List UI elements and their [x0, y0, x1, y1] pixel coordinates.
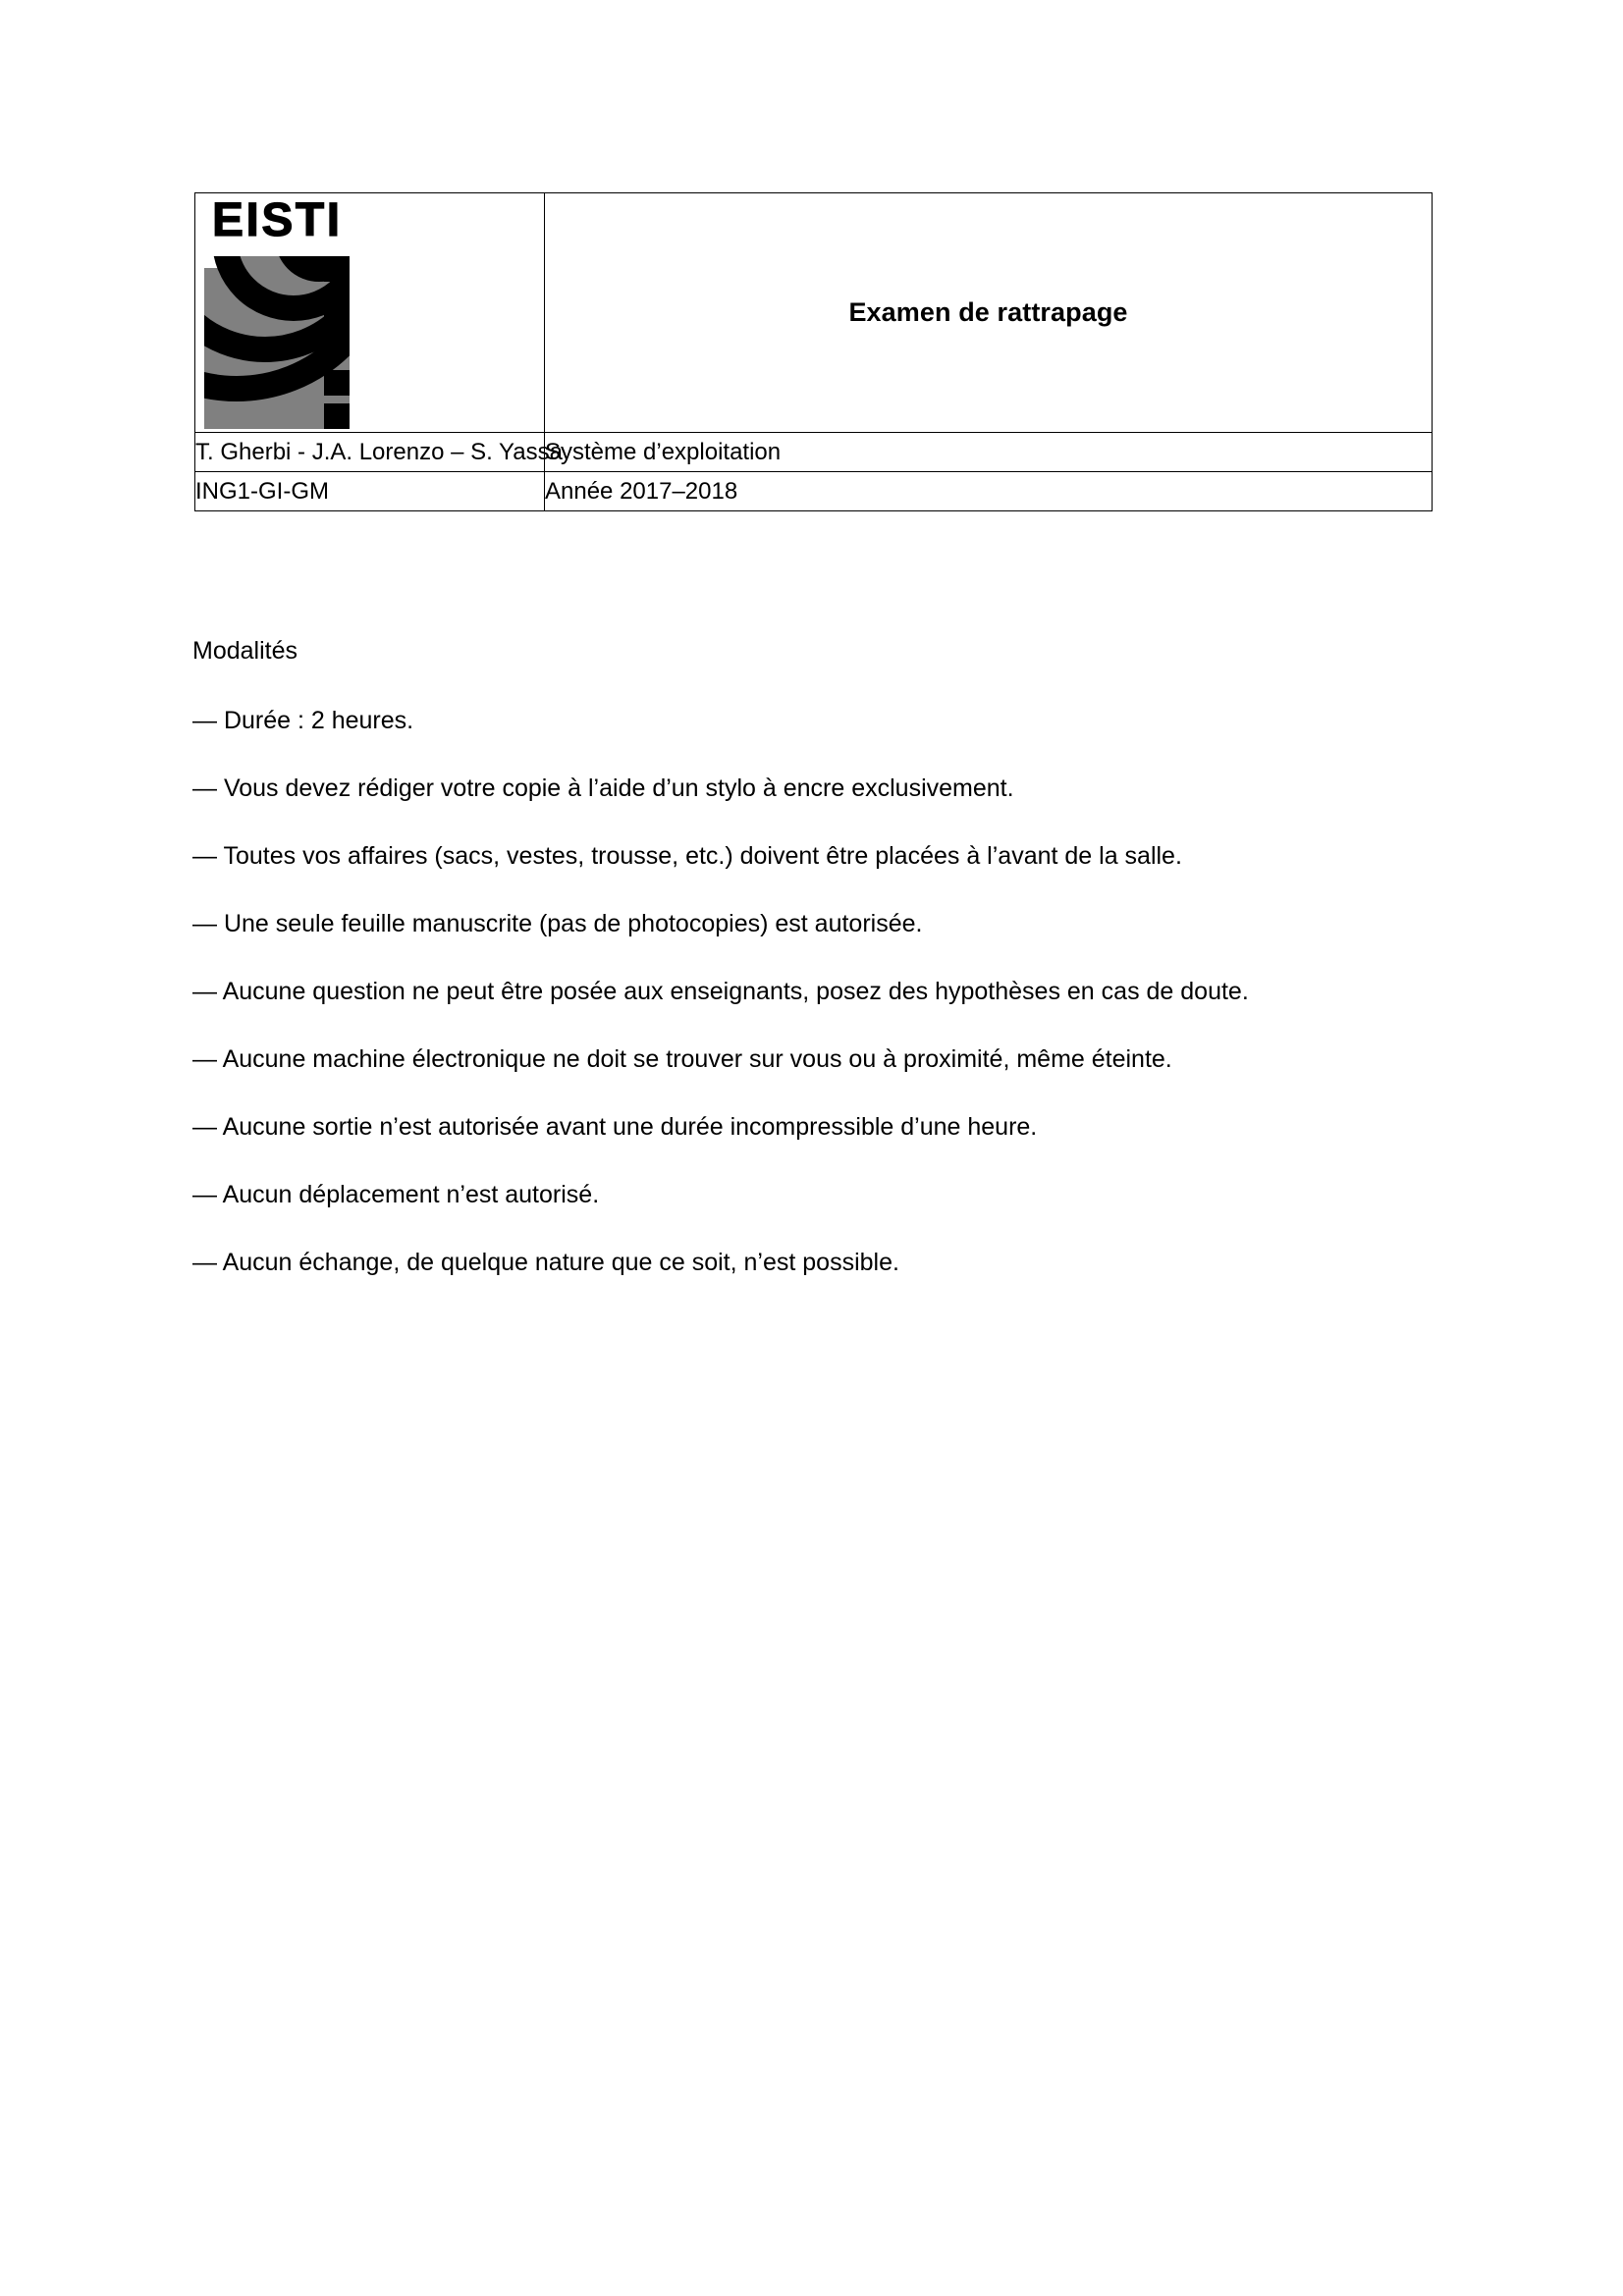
header-table-row-class — [195, 472, 1433, 511]
logo-tab-1 — [324, 256, 350, 282]
class-cell: ING1-GI-GM — [195, 472, 545, 511]
modality-item: — Une seule feuille manuscrite (pas de photocopies) est autorisée. — [192, 910, 923, 937]
header-table-row-logo — [195, 193, 1433, 433]
teachers-cell: T. Gherbi - J.A. Lorenzo – S. Yassa — [195, 433, 545, 472]
modalities-section — [192, 636, 1439, 1277]
header-table-row-teachers — [195, 433, 1433, 472]
modality-item: — Durée : 2 heures. — [192, 707, 414, 734]
modality-item: — Aucune machine électronique ne doit se trouver sur vous ou à proximité, même éteinte. — [192, 1045, 1172, 1073]
logo-cell — [195, 193, 545, 433]
modality-item: — Toutes vos affaires (sacs, vestes, trousse, etc.) doivent être placées à l’avant de la salle. — [192, 842, 1182, 870]
eisti-wordmark: EISTI — [212, 194, 343, 246]
modality-item: — Aucune sortie n’est autorisée avant une durée incompressible d’une heure. — [192, 1113, 1038, 1141]
modalities-heading: Modalités — [192, 637, 298, 665]
modality-item: — Aucune question ne peut être posée aux enseignants, posez des hypothèses en cas de doute. — [192, 978, 1249, 1005]
eisti-logo-mark-icon — [204, 256, 350, 429]
exam-header-table — [194, 192, 1433, 511]
academic-year-cell: Année 2017–2018 — [545, 472, 1433, 511]
modality-item: — Aucun déplacement n’est autorisé. — [192, 1181, 600, 1208]
modality-item: — Vous devez rédiger votre copie à l’aide d’un stylo à encre exclusivement. — [192, 774, 1014, 802]
logo-tab-3 — [324, 370, 350, 396]
exam-title-cell — [545, 193, 1433, 433]
logo-tab-4 — [324, 403, 350, 429]
eisti-logo — [204, 194, 366, 429]
logo-tab-2 — [324, 311, 350, 337]
modality-item: — Aucun échange, de quelque nature que ce soit, n’est possible. — [192, 1249, 899, 1276]
subject-cell: Système d’exploitation — [545, 433, 1433, 472]
exam-title: Examen de rattrapage — [848, 297, 1128, 328]
